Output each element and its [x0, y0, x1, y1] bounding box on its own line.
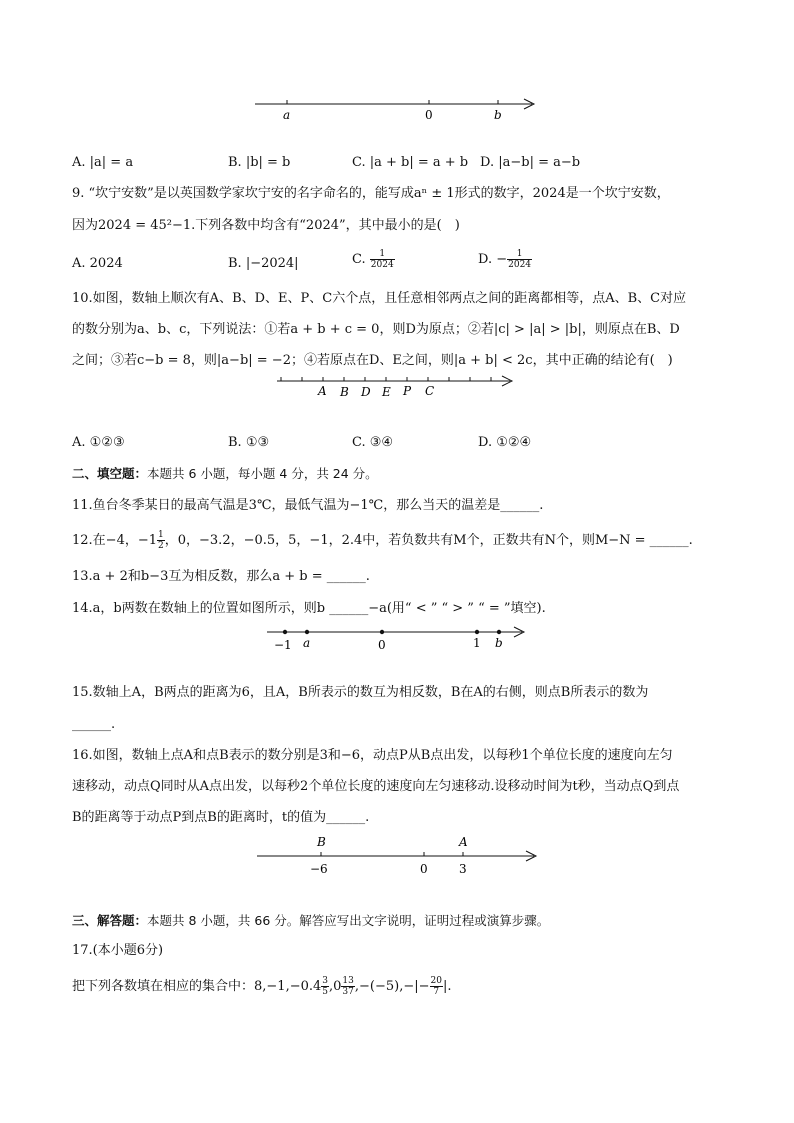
q17-fraction-3	[430, 976, 443, 997]
number-line-figure-top	[250, 92, 550, 126]
q10-point-P: P	[403, 384, 412, 398]
q14-point-a	[305, 630, 309, 634]
q14-point-one	[475, 630, 479, 634]
q8-option-b: B. |b| = b	[228, 155, 291, 170]
q12-text	[72, 530, 693, 551]
q16-label-zero: 0	[420, 862, 428, 876]
section-2-text: 本题共 6 小题，每小题 4 分，共 24 分。	[147, 466, 378, 481]
q16-label-three: 3	[459, 862, 467, 876]
q17-fraction-3-numerator: 20	[430, 976, 442, 986]
section-3-prefix: 三、解答题：	[72, 913, 148, 928]
q10-option-a: A. ①②③	[72, 435, 125, 450]
q17-fraction-2-denominator: 37	[342, 987, 354, 997]
q10-line-1: 10.如图，数轴上顺次有A、B、D、E、P、C六个点，且任意相邻两点之间的距离都相等，点A、B、C对应	[72, 291, 687, 306]
q10-line-2: 的数分别为a、b、c，下列说法：①若a + b + c = 0，则D为原点；②若|c| > |a| > |b|，则原点在B、D	[72, 322, 680, 337]
number-line-figure-q14	[262, 620, 532, 656]
q9-option-c-prefix: C.	[352, 252, 366, 267]
q17-fraction-1-denominator: 5	[322, 987, 329, 997]
q9-option-d	[478, 249, 532, 270]
q12-fraction	[157, 530, 165, 551]
q10-point-B: B	[340, 385, 349, 399]
q16-line-1: 16.如图，数轴上点A和点B表示的数分别是3和−6，动点P从B点出发，以每秒1个单位长度的速度向左匀	[72, 748, 673, 763]
q17-fraction-1	[321, 976, 329, 997]
q17-mid: ,0	[329, 979, 342, 994]
q17-text	[72, 976, 451, 997]
q10-line-3: 之间；③若c−b = 8，则|a−b| = −2；④若原点在D、E之间，则|a + b| < 2c，其中正确的结论有( )	[72, 353, 673, 368]
q10-option-b: B. ①③	[228, 435, 270, 450]
q9-option-d-denominator: 2024	[508, 260, 532, 270]
label-a: a	[283, 108, 291, 122]
q10-point-C: C	[425, 384, 435, 398]
q9-line-1: 9. “坎宁安数”是以英国数学家坎宁安的名字命名的，能写成aⁿ ± 1形式的数字，2024是一个坎宁安数，	[72, 186, 670, 201]
label-b: b	[494, 108, 502, 122]
q14-text: 14.a，b两数在数轴上的位置如图所示，则b ______−a(用“ < ” “ > ” “ = ”填空).	[72, 601, 546, 616]
q9-option-c-fraction	[370, 249, 395, 270]
q16-line-2: 速移动，动点Q同时从A点出发，以每秒2个单位长度的速度向左匀速移动.设移动时间为t秒，当动点Q到点	[72, 779, 680, 794]
q11-text: 11.鱼台冬季某日的最高气温是3℃，最低气温为−1℃，那么当天的温差是______.	[72, 498, 544, 513]
q16-label-neg6: −6	[310, 862, 328, 876]
q14-point-b	[497, 630, 501, 634]
q9-line-2: 因为2024 = 45²−1.下列各数中均含有“2024”，其中最小的是( )	[72, 218, 460, 233]
q9-option-c-numerator: 1	[370, 249, 395, 260]
q10-point-A: A	[318, 384, 327, 398]
q12-denominator: 2	[158, 541, 164, 551]
q10-point-E: E	[382, 385, 391, 399]
q15-line-2: ______.	[72, 717, 116, 732]
q12-after: ，0，−3.2，−0.5，5，−1，2.4中，若负数共有M个，正数共有N个，则M−N = ______.	[164, 533, 693, 548]
number-line-figure-q16	[252, 832, 552, 878]
q9-option-d-numerator: 1	[507, 249, 532, 260]
q8-option-c: C. |a + b| = a + b	[352, 155, 469, 170]
q17-lead: 把下列各数填在相应的集合中：8,−1,−0.4	[72, 979, 322, 994]
q13-text: 13.a + 2和b−3互为相反数，那么a + b = ______.	[72, 569, 370, 584]
q9-option-d-fraction	[507, 249, 532, 270]
q12-numerator: 1	[158, 530, 164, 540]
section-3-heading	[72, 912, 549, 930]
q17-fraction-2	[341, 976, 354, 997]
q14-label-zero: 0	[378, 638, 386, 652]
section-2-heading	[72, 465, 378, 483]
q17-title: 17.(本小题6分)	[72, 943, 164, 958]
q16-label-B: B	[317, 835, 326, 849]
q17-fraction-3-denominator: 7	[433, 987, 440, 997]
section-3-text: 本题共 8 小题，共 66 分。解答应写出文字说明，证明过程或演算步骤。	[147, 913, 550, 928]
q14-point-neg1	[283, 630, 287, 634]
q16-line-3: B的距离等于动点P到点B的距离时，t的值为______.	[72, 810, 370, 825]
q17-tail-1: ,−(−5),−|−	[354, 979, 430, 994]
q10-option-d: D. ①②④	[478, 435, 532, 450]
q10-option-c: C. ③④	[352, 435, 394, 450]
q9-option-c-denominator: 2024	[370, 260, 394, 270]
q9-option-d-prefix: D. −	[478, 252, 508, 267]
q14-label-neg1: −1	[274, 638, 292, 652]
q8-option-a: A. |a| = a	[72, 155, 134, 170]
q12-before: 12.在−4，−1	[72, 533, 158, 548]
q14-point-zero	[380, 630, 384, 634]
q9-option-b: B. |−2024|	[228, 256, 299, 271]
q14-label-one: 1	[473, 636, 481, 650]
q10-point-D: D	[361, 385, 371, 399]
q8-option-d: D. |a−b| = a−b	[480, 155, 581, 170]
q9-option-c	[352, 249, 395, 270]
q14-label-a: a	[303, 636, 311, 650]
label-zero: 0	[425, 108, 433, 122]
q17-tail-2: |.	[442, 979, 452, 994]
q17-fraction-1-numerator: 3	[322, 976, 329, 986]
section-2-prefix: 二、填空题：	[72, 466, 148, 481]
q16-label-A: A	[459, 835, 468, 849]
q14-label-b: b	[495, 636, 503, 650]
number-line-figure-q10	[272, 370, 522, 404]
q17-fraction-2-numerator: 13	[342, 976, 354, 986]
q9-option-a: A. 2024	[72, 256, 123, 271]
q15-line-1: 15.数轴上A，B两点的距离为6，且A，B所表示的数互为相反数，B在A的右侧，则点B所表示的数为	[72, 685, 649, 700]
